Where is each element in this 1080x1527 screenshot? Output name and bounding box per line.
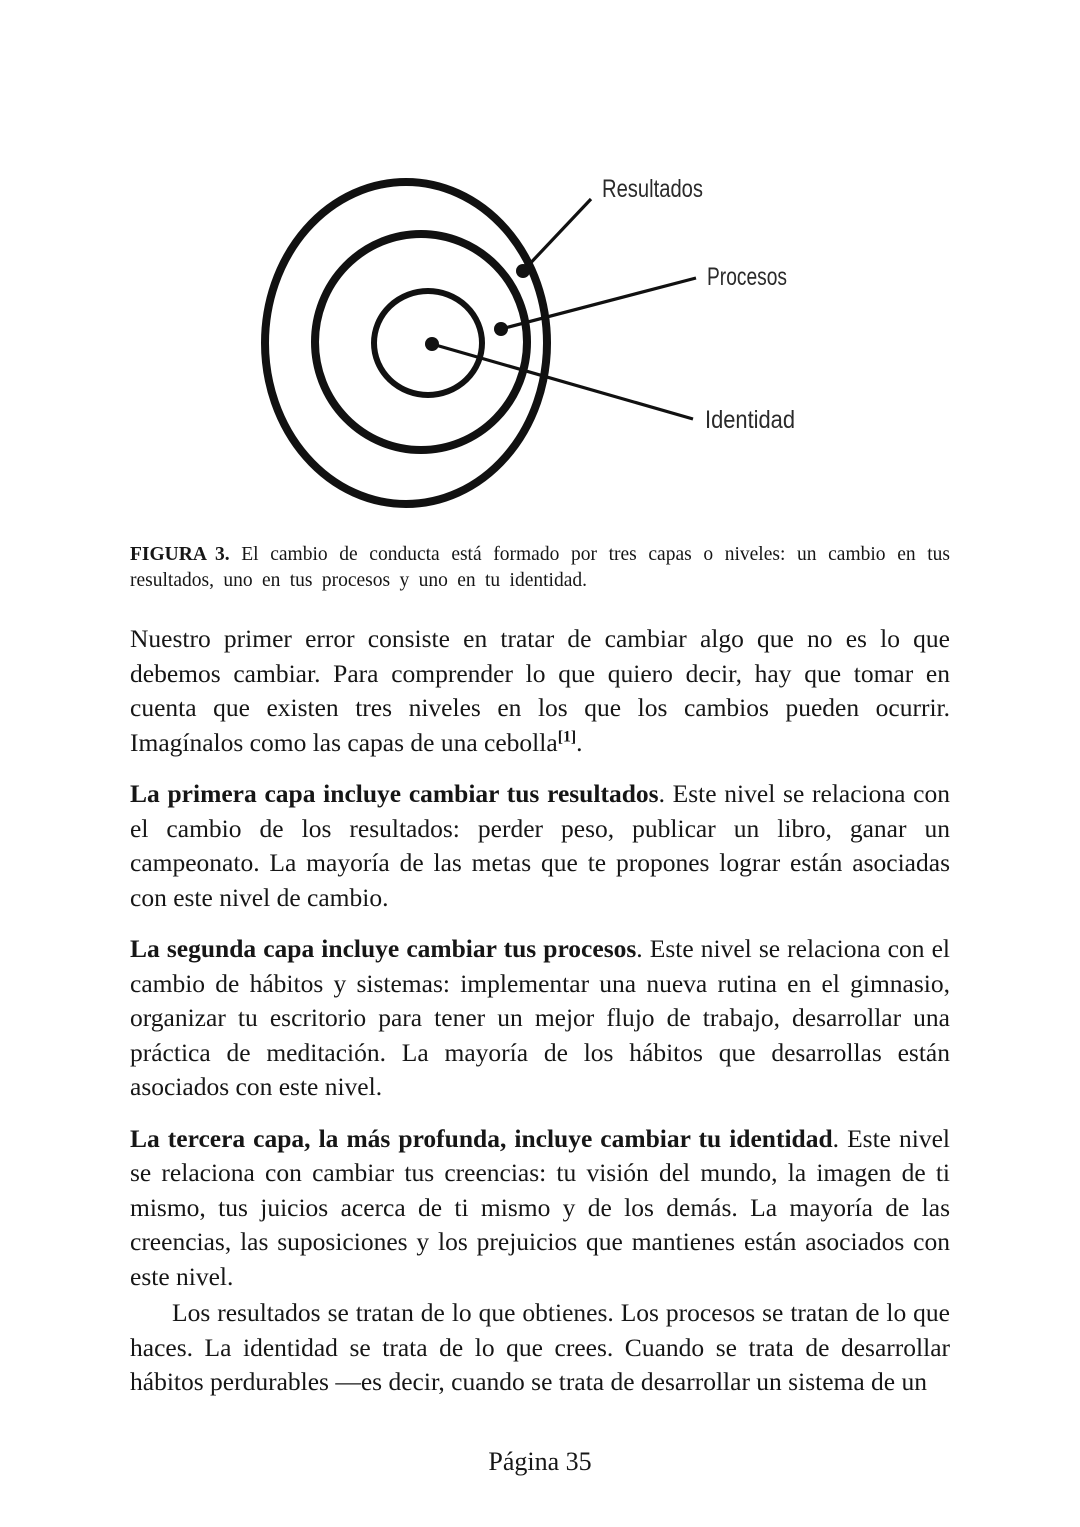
procesos-anchor-dot [494,322,508,336]
figure-caption-number: FIGURA 3. [130,544,230,565]
outer-ring-circle [265,182,547,504]
page-number: Página 35 [488,1447,592,1476]
resultados-leader-line [523,199,591,271]
paragraph-summary-text: Los resultados se tratan de lo que obtienes. Los procesos se tratan de lo que haces. La identidad se trata de lo que crees. Cuando se trata de desarrollar hábitos perdurables —es decir, cuando se trata de desarrollar un sistema de un [130,1298,950,1396]
paragraph-intro-end: . [576,727,583,757]
footnote-reference[interactable]: [1] [557,728,577,745]
figure-caption-text: El cambio de conducta está formado por tres capas o niveles: un cambio en tus resultados, uno en tus procesos y uno en tu identidad. [130,544,950,591]
paragraph-first-layer-text: . Este nivel se relaciona con el cambio de los resultados: perder peso, publicar un libro, ganar un campeonato. La mayoría de las metas que te propones lograr están asociadas con este nivel de cambio. [130,779,951,912]
paragraph-third-layer [130,1122,950,1295]
paragraph-summary [130,1296,950,1400]
paragraph-intro-text: Nuestro primer error consiste en tratar de cambiar algo que no es lo que debemos cambiar. Para comprender lo que quiero decir, hay que tomar en cuenta que existen tres niveles en los que los cambios pueden ocurrir. Imagínalos como las capas de una cebolla [130,624,950,757]
figure-caption [130,542,950,594]
identidad-anchor-dot [425,337,439,351]
paragraph-second-layer [130,932,950,1105]
paragraph-third-layer-text: . Este nivel se relaciona con cambiar tus creencias: tu visión del mundo, la imagen de ti mismo, tus juicios acerca de ti mismo y de los demás. La mayoría de las creencias, las suposiciones y los prejuicios que mantienes están asociados con este nivel. [130,1123,950,1291]
paragraph-first-layer-lead: La primera capa incluye cambiar tus resultados [130,779,659,808]
diagram-label-identidad: Identidad [705,406,795,434]
concentric-circles-figure [0,0,1080,538]
resultados-anchor-dot [516,264,530,278]
paragraph-first-layer [130,777,950,915]
diagram-label-resultados: Resultados [602,175,703,203]
rings-group [265,182,547,504]
diagram-label-procesos: Procesos [707,263,787,291]
anchor-dots-group [425,264,530,351]
paragraph-third-layer-lead: La tercera capa, la más profunda, incluye cambiar tu identidad [130,1123,833,1153]
procesos-leader-line [501,278,696,329]
middle-ring-circle [315,234,527,450]
body-text [130,622,950,1400]
identidad-leader-line [432,344,693,419]
paragraph-second-layer-lead: La segunda capa incluye cambiar tus procesos [130,934,637,963]
paragraph-intro [130,622,950,760]
paragraph-second-layer-text: . Este nivel se relaciona con el cambio de hábitos y sistemas: implementar una nueva rutina en el gimnasio, organizar tu escritorio para tener un mejor flujo de trabajo, desarrollar una práctica de meditación. La mayoría de los hábitos que desarrollas están asociados con este nivel. [130,934,950,1101]
